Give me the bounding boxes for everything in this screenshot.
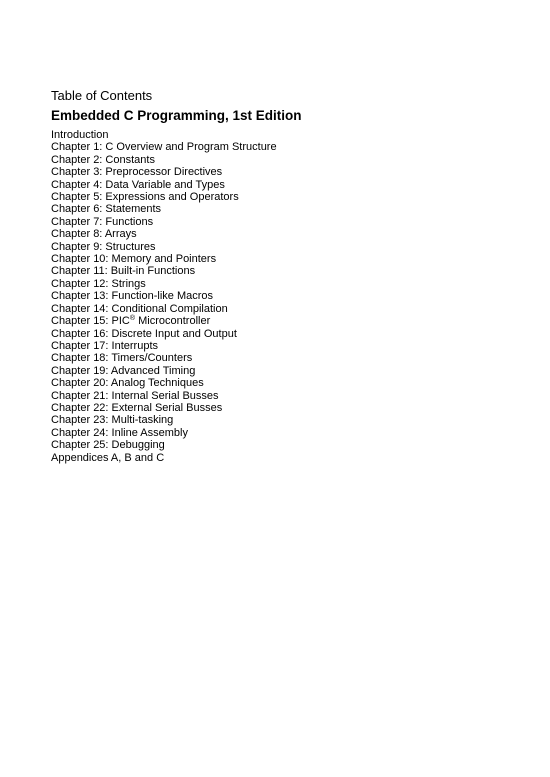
toc-entry-chapter-11: Chapter 11: Built-in Functions [51,265,196,278]
toc-entry-introduction: Introduction [51,129,109,141]
toc-entry-chapter-19: Chapter 19: Advanced Timing [51,364,196,377]
toc-heading: Table of Contents [51,88,153,103]
toc-entry-chapter-13: Chapter 13: Function-like Macros [51,290,214,303]
toc-entry-chapter-22: Chapter 22: External Serial Busses [51,401,223,414]
book-title: Embedded C Programming, 1st Edition [51,108,302,123]
toc-entry-chapter-5: Chapter 5: Expressions and Operators [51,191,239,204]
toc-entry-chapter-18: Chapter 18: Timers/Counters [51,352,193,365]
toc-content [51,88,511,464]
toc-entry-chapter-3: Chapter 3: Preprocessor Directives [51,166,223,179]
toc-entry-chapter-14: Chapter 14: Conditional Compilation [51,302,228,315]
toc-entry-chapter-16: Chapter 16: Discrete Input and Output [51,327,237,340]
chapter-15-prefix: Chapter 15: PIC [51,315,130,328]
toc-entry-appendices: Appendices A, B and C [51,451,165,464]
toc-entry-chapter-7: Chapter 7: Functions [51,215,154,228]
toc-entry-chapter-24: Chapter 24: Inline Assembly [51,426,188,439]
toc-entry-chapter-12: Chapter 12: Strings [51,277,146,290]
toc-entry-chapter-1: Chapter 1: C Overview and Program Structure [51,141,277,154]
toc-entry-chapter-6: Chapter 6: Statements [51,203,162,216]
toc-entry-chapter-8: Chapter 8: Arrays [51,228,137,241]
toc-entry-chapter-9: Chapter 9: Structures [51,240,156,253]
toc-entry-chapter-4: Chapter 4: Data Variable and Types [51,178,225,191]
chapter-15-suffix: Microcontroller [135,315,211,328]
toc-entry-chapter-21: Chapter 21: Internal Serial Busses [51,389,219,402]
toc-entry-chapter-23: Chapter 23: Multi-tasking [51,414,174,427]
toc-entry-chapter-25: Chapter 25: Debugging [51,439,165,452]
toc-entry-chapter-15 [51,315,511,327]
toc-entry-chapter-20: Chapter 20: Analog Techniques [51,377,204,390]
chapter-list [51,129,511,464]
toc-entry-chapter-2: Chapter 2: Constants [51,153,155,166]
toc-entry-chapter-10: Chapter 10: Memory and Pointers [51,253,217,266]
registered-mark: ® [129,315,136,323]
toc-entry-chapter-17: Chapter 17: Interrupts [51,339,159,352]
